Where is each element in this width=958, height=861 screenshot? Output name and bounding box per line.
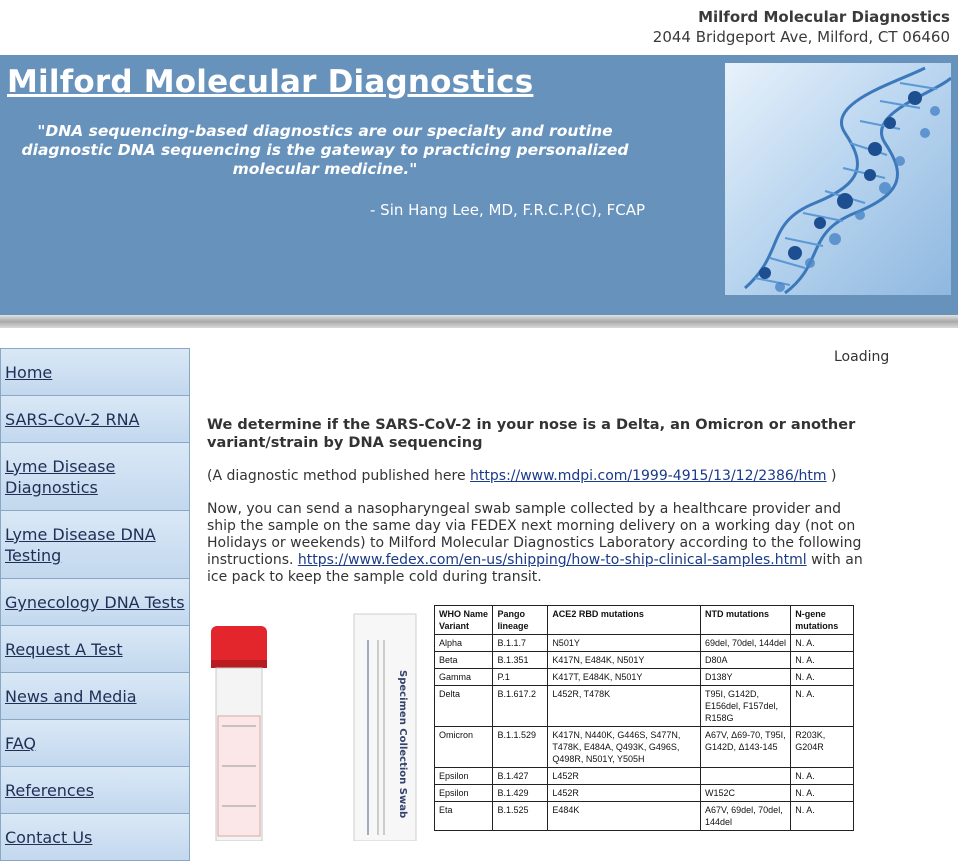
method-prefix: (A diagnostic method published here [207,468,471,484]
table-cell: N. A. [791,652,854,669]
table-cell: K417N, E484K, N501Y [548,652,701,669]
table-cell: B.1.427 [493,768,548,785]
table-cell: B.1.429 [493,785,548,802]
sidebar-item-contact-us[interactable]: Contact Us [0,814,190,861]
quote-attribution: - Sin Hang Lee, MD, F.R.C.P.(C), FCAP [370,201,646,219]
column-header: N-gene mutations [791,606,854,635]
shipping-suffix: with an ice pack to keep the sample cold during transit. [207,552,863,585]
sidebar-item-lyme-disease-diagnostics[interactable]: Lyme Disease Diagnostics [0,443,190,511]
table-cell: Delta [435,686,493,727]
table-cell: N. A. [791,635,854,652]
shipping-paragraph [207,501,872,586]
table-cell: A67V, Δ69-70, T95I, G142D, Δ143-145 [700,727,790,768]
page-headline: We determine if the SARS-CoV-2 in your nose is a Delta, an Omicron or another variant/strain by DNA sequencing [207,417,856,451]
table-cell: N. A. [791,669,854,686]
table-cell: Beta [435,652,493,669]
table-cell: N. A. [791,785,854,802]
table-cell: Alpha [435,635,493,652]
table-row [435,727,854,768]
sidebar-nav [0,348,190,861]
table-cell: W152C [700,785,790,802]
dna-helix-image [725,63,951,295]
table-cell: B.1.1.7 [493,635,548,652]
site-title[interactable]: Milford Molecular Diagnostics [7,64,534,100]
table-row [435,635,854,652]
table-cell: Omicron [435,727,493,768]
banner [0,55,958,315]
header-company-name: Milford Molecular Diagnostics [698,8,950,26]
swab-package-image [350,610,420,841]
table-header-row [435,606,854,635]
shipping-text: Now, you can send a nasopharyngeal swab sample collected by a healthcare provider and ship the sample on the same day via FEDEX next morning delivery on a working day (not on Holidays or weekends) to Milford Molecular Diagnostics Laboratory according to the following instructions. [207,501,862,568]
table-cell: L452R, T478K [548,686,701,727]
table-row [435,768,854,785]
table-cell: P.1 [493,669,548,686]
sidebar-item-home[interactable]: Home [0,348,190,396]
table-cell: L452R [548,768,701,785]
table-cell: 69del, 70del, 144del [700,635,790,652]
shipping-link[interactable]: https://www.fedex.com/en-us/shipping/how-to-ship-clinical-samples.html [297,552,807,568]
column-header: WHO Name Variant [435,606,493,635]
sidebar-item-sars-cov-2-rna[interactable]: SARS-CoV-2 RNA [0,396,190,443]
table-cell: E484K [548,802,701,831]
table-cell: B.1.525 [493,802,548,831]
table-row [435,802,854,831]
table-cell: N. A. [791,686,854,727]
top-header [0,0,958,55]
table-cell: Gamma [435,669,493,686]
table-cell: Epsilon [435,785,493,802]
table-cell: D80A [700,652,790,669]
table-cell [700,768,790,785]
table-cell: B.1.617.2 [493,686,548,727]
table-cell: N501Y [548,635,701,652]
table-cell: K417T, E484K, N501Y [548,669,701,686]
sample-tube-image [208,626,270,841]
table-cell: L452R [548,785,701,802]
sidebar-item-references[interactable]: References [0,767,190,814]
table-cell: K417N, N440K, G446S, S477N, T478K, E484A, Q493K, G496S, Q498R, N501Y, Y505H [548,727,701,768]
variant-table [434,605,854,831]
table-row [435,652,854,669]
method-paragraph [207,468,872,485]
sidebar-item-faq[interactable]: FAQ [0,720,190,767]
column-header: Pango lineage [493,606,548,635]
table-cell: N. A. [791,802,854,831]
method-suffix: ) [826,468,837,484]
main-content [207,416,872,602]
column-header: NTD mutations [700,606,790,635]
table-row [435,669,854,686]
table-cell: R203K, G204R [791,727,854,768]
table-cell: T95I, G142D, E156del, F157del, R158G [700,686,790,727]
table-row [435,785,854,802]
sidebar-item-gynecology-dna-tests[interactable]: Gynecology DNA Tests [0,579,190,626]
table-cell: B.1.351 [493,652,548,669]
table-cell: Epsilon [435,768,493,785]
header-divider [0,315,958,328]
banner-quote: "DNA sequencing-based diagnostics are our specialty and routine diagnostic DNA sequencing is the gateway to practicing personalized molecular medicine." [21,122,629,178]
method-link[interactable]: https://www.mdpi.com/1999-4915/13/12/2386/htm [470,468,827,484]
table-cell: B.1.1.529 [493,727,548,768]
swab-label: Specimen Collection Swab [397,670,408,819]
table-row [435,686,854,727]
sidebar-item-lyme-disease-dna-testing[interactable]: Lyme Disease DNA Testing [0,511,190,579]
column-header: ACE2 RBD mutations [548,606,701,635]
sidebar-item-news-and-media[interactable]: News and Media [0,673,190,720]
table-cell: Eta [435,802,493,831]
header-address: 2044 Bridgeport Ave, Milford, CT 06460 [652,28,950,46]
loading-indicator: Loading [834,349,890,365]
table-cell: D138Y [700,669,790,686]
sidebar-item-request-a-test[interactable]: Request A Test [0,626,190,673]
table-cell: N. A. [791,768,854,785]
table-cell: A67V, 69del, 70del, 144del [700,802,790,831]
